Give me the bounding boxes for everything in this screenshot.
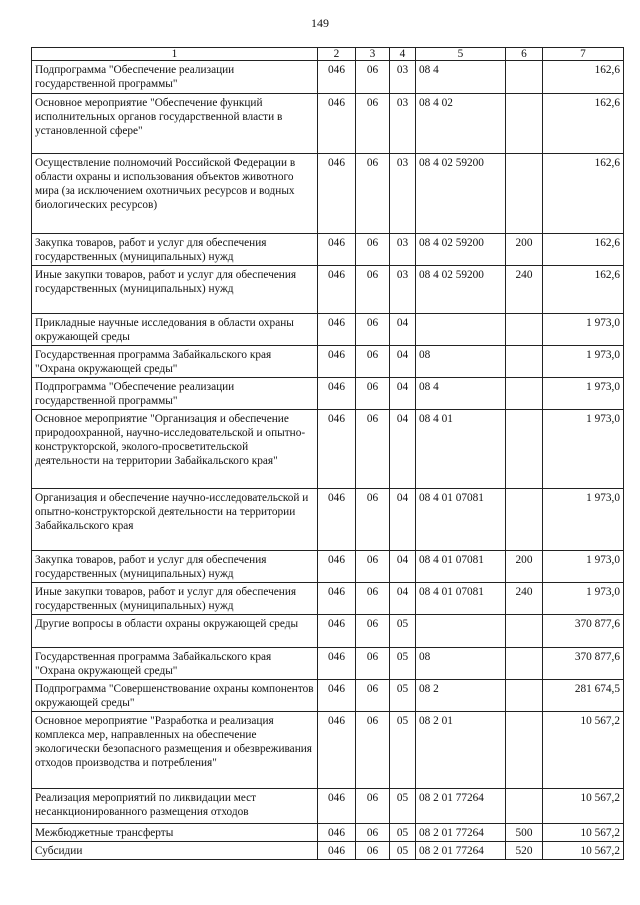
expense-type-code: 520	[506, 842, 543, 860]
ministry-code: 046	[318, 61, 356, 94]
amount: 281 674,5	[543, 680, 624, 712]
ministry-code: 046	[318, 712, 356, 789]
expense-type-code	[506, 346, 543, 378]
row-name: Государственная программа Забайкальского края "Охрана окружающей среды"	[32, 346, 318, 378]
row-name: Субсидии	[32, 842, 318, 860]
expense-type-code	[506, 712, 543, 789]
table-row	[32, 583, 624, 615]
target-article-code: 08 2	[416, 680, 506, 712]
subsection-code: 03	[390, 266, 416, 314]
expense-type-code	[506, 314, 543, 346]
section-code: 06	[356, 314, 390, 346]
row-name: Государственная программа Забайкальского края "Охрана окружающей среды"	[32, 648, 318, 680]
table-row	[32, 154, 624, 234]
row-name: Осуществление полномочий Российской Федерации в области охраны и использования объектов животного мира (за исключением охотничьих ресурсов и водных биологических ресурсов)	[32, 154, 318, 234]
page-number: 149	[311, 16, 329, 30]
section-code: 06	[356, 615, 390, 648]
target-article-code: 08 4 02 59200	[416, 154, 506, 234]
target-article-code: 08 4 02 59200	[416, 234, 506, 266]
expense-type-code: 240	[506, 266, 543, 314]
expense-type-code	[506, 410, 543, 489]
ministry-code: 046	[318, 583, 356, 615]
table-row	[32, 824, 624, 842]
section-code: 06	[356, 789, 390, 824]
subsection-code: 04	[390, 314, 416, 346]
row-name: Реализация мероприятий по ликвидации мест несанкционированного размещения отходов	[32, 789, 318, 824]
target-article-code: 08 4	[416, 61, 506, 94]
column-header: 2	[318, 48, 356, 61]
table-row	[32, 842, 624, 860]
ministry-code: 046	[318, 842, 356, 860]
target-article-code: 08 4 01 07081	[416, 489, 506, 551]
row-name: Иные закупки товаров, работ и услуг для обеспечения государственных (муниципальных) нужд	[32, 583, 318, 615]
ministry-code: 046	[318, 314, 356, 346]
section-code: 06	[356, 842, 390, 860]
row-name: Подпрограмма "Обеспечение реализации государственной программы"	[32, 378, 318, 410]
table-row	[32, 61, 624, 94]
table-row	[32, 551, 624, 583]
subsection-code: 03	[390, 234, 416, 266]
amount: 162,6	[543, 266, 624, 314]
ministry-code: 046	[318, 266, 356, 314]
target-article-code: 08 2 01 77264	[416, 789, 506, 824]
row-name: Иные закупки товаров, работ и услуг для обеспечения государственных (муниципальных) нужд	[32, 266, 318, 314]
section-code: 06	[356, 648, 390, 680]
table-row	[32, 234, 624, 266]
section-code: 06	[356, 824, 390, 842]
expense-type-code: 200	[506, 234, 543, 266]
column-header: 1	[32, 48, 318, 61]
amount: 10 567,2	[543, 712, 624, 789]
table-row	[32, 489, 624, 551]
target-article-code: 08	[416, 346, 506, 378]
amount: 162,6	[543, 61, 624, 94]
target-article-code: 08	[416, 648, 506, 680]
row-name: Другие вопросы в области охраны окружающей среды	[32, 615, 318, 648]
amount: 370 877,6	[543, 648, 624, 680]
amount: 1 973,0	[543, 314, 624, 346]
ministry-code: 046	[318, 94, 356, 154]
target-article-code: 08 2 01 77264	[416, 824, 506, 842]
subsection-code: 05	[390, 824, 416, 842]
section-code: 06	[356, 234, 390, 266]
ministry-code: 046	[318, 154, 356, 234]
subsection-code: 03	[390, 61, 416, 94]
expense-type-code	[506, 378, 543, 410]
target-article-code: 08 4 02	[416, 94, 506, 154]
section-code: 06	[356, 346, 390, 378]
row-name: Закупка товаров, работ и услуг для обеспечения государственных (муниципальных) нужд	[32, 551, 318, 583]
section-code: 06	[356, 551, 390, 583]
expense-type-code	[506, 489, 543, 551]
target-article-code: 08 4 01 07081	[416, 551, 506, 583]
section-code: 06	[356, 489, 390, 551]
ministry-code: 046	[318, 551, 356, 583]
subsection-code: 05	[390, 789, 416, 824]
section-code: 06	[356, 583, 390, 615]
column-header: 6	[506, 48, 543, 61]
target-article-code: 08 4 01 07081	[416, 583, 506, 615]
subsection-code: 05	[390, 712, 416, 789]
expense-type-code: 240	[506, 583, 543, 615]
section-code: 06	[356, 266, 390, 314]
subsection-code: 04	[390, 410, 416, 489]
expense-type-code	[506, 648, 543, 680]
ministry-code: 046	[318, 410, 356, 489]
expense-type-code	[506, 615, 543, 648]
table-row	[32, 680, 624, 712]
amount: 162,6	[543, 94, 624, 154]
expense-type-code: 500	[506, 824, 543, 842]
table-row	[32, 314, 624, 346]
section-code: 06	[356, 94, 390, 154]
expense-type-code	[506, 680, 543, 712]
row-name: Основное мероприятие "Разработка и реализация комплекса мер, направленных на обеспечение экологически безопасного размещения и обезвреживания отходов производства и потребления"	[32, 712, 318, 789]
subsection-code: 05	[390, 648, 416, 680]
amount: 1 973,0	[543, 378, 624, 410]
section-code: 06	[356, 712, 390, 789]
target-article-code: 08 4	[416, 378, 506, 410]
section-code: 06	[356, 61, 390, 94]
amount: 10 567,2	[543, 842, 624, 860]
subsection-code: 04	[390, 583, 416, 615]
ministry-code: 046	[318, 789, 356, 824]
target-article-code: 08 4 02 59200	[416, 266, 506, 314]
table-row	[32, 615, 624, 648]
table-row	[32, 378, 624, 410]
section-code: 06	[356, 410, 390, 489]
expense-type-code	[506, 94, 543, 154]
table-row	[32, 789, 624, 824]
row-name: Подпрограмма "Обеспечение реализации государственной программы"	[32, 61, 318, 94]
target-article-code: 08 2 01	[416, 712, 506, 789]
row-name: Организация и обеспечение научно-исследовательской и опытно-конструкторской деятельности на территории Забайкальского края	[32, 489, 318, 551]
table-header-row	[32, 48, 624, 61]
row-name: Межбюджетные трансферты	[32, 824, 318, 842]
target-article-code	[416, 615, 506, 648]
amount: 162,6	[543, 154, 624, 234]
row-name: Прикладные научные исследования в области охраны окружающей среды	[32, 314, 318, 346]
amount: 1 973,0	[543, 583, 624, 615]
target-article-code	[416, 314, 506, 346]
ministry-code: 046	[318, 234, 356, 266]
column-header: 7	[543, 48, 624, 61]
row-name: Подпрограмма "Совершенствование охраны компонентов окружающей среды"	[32, 680, 318, 712]
target-article-code: 08 2 01 77264	[416, 842, 506, 860]
expense-type-code	[506, 154, 543, 234]
subsection-code: 03	[390, 94, 416, 154]
section-code: 06	[356, 680, 390, 712]
amount: 10 567,2	[543, 824, 624, 842]
table-row	[32, 94, 624, 154]
subsection-code: 05	[390, 615, 416, 648]
row-name: Закупка товаров, работ и услуг для обеспечения государственных (муниципальных) нужд	[32, 234, 318, 266]
amount: 1 973,0	[543, 489, 624, 551]
column-header: 4	[390, 48, 416, 61]
subsection-code: 03	[390, 154, 416, 234]
table-row	[32, 648, 624, 680]
amount: 1 973,0	[543, 551, 624, 583]
table-row	[32, 266, 624, 314]
subsection-code: 04	[390, 489, 416, 551]
expense-type-code: 200	[506, 551, 543, 583]
table-row	[32, 410, 624, 489]
ministry-code: 046	[318, 615, 356, 648]
amount: 10 567,2	[543, 789, 624, 824]
ministry-code: 046	[318, 648, 356, 680]
subsection-code: 05	[390, 680, 416, 712]
expense-type-code	[506, 61, 543, 94]
amount: 162,6	[543, 234, 624, 266]
subsection-code: 04	[390, 378, 416, 410]
amount: 370 877,6	[543, 615, 624, 648]
subsection-code: 04	[390, 346, 416, 378]
section-code: 06	[356, 154, 390, 234]
column-header: 3	[356, 48, 390, 61]
section-code: 06	[356, 378, 390, 410]
ministry-code: 046	[318, 346, 356, 378]
ministry-code: 046	[318, 489, 356, 551]
amount: 1 973,0	[543, 410, 624, 489]
amount: 1 973,0	[543, 346, 624, 378]
subsection-code: 05	[390, 842, 416, 860]
subsection-code: 04	[390, 551, 416, 583]
table-row	[32, 712, 624, 789]
target-article-code: 08 4 01	[416, 410, 506, 489]
table-row	[32, 346, 624, 378]
column-header: 5	[416, 48, 506, 61]
row-name: Основное мероприятие "Обеспечение функций исполнительных органов государственной власти в установленной сфере"	[32, 94, 318, 154]
budget-table	[31, 47, 624, 860]
row-name: Основное мероприятие "Организация и обеспечение природоохранной, научно-исследовательской и опытно-конструкторской, эколого-просветительской деятельности на территории Забайкальского края"	[32, 410, 318, 489]
expense-type-code	[506, 789, 543, 824]
ministry-code: 046	[318, 824, 356, 842]
ministry-code: 046	[318, 680, 356, 712]
ministry-code: 046	[318, 378, 356, 410]
